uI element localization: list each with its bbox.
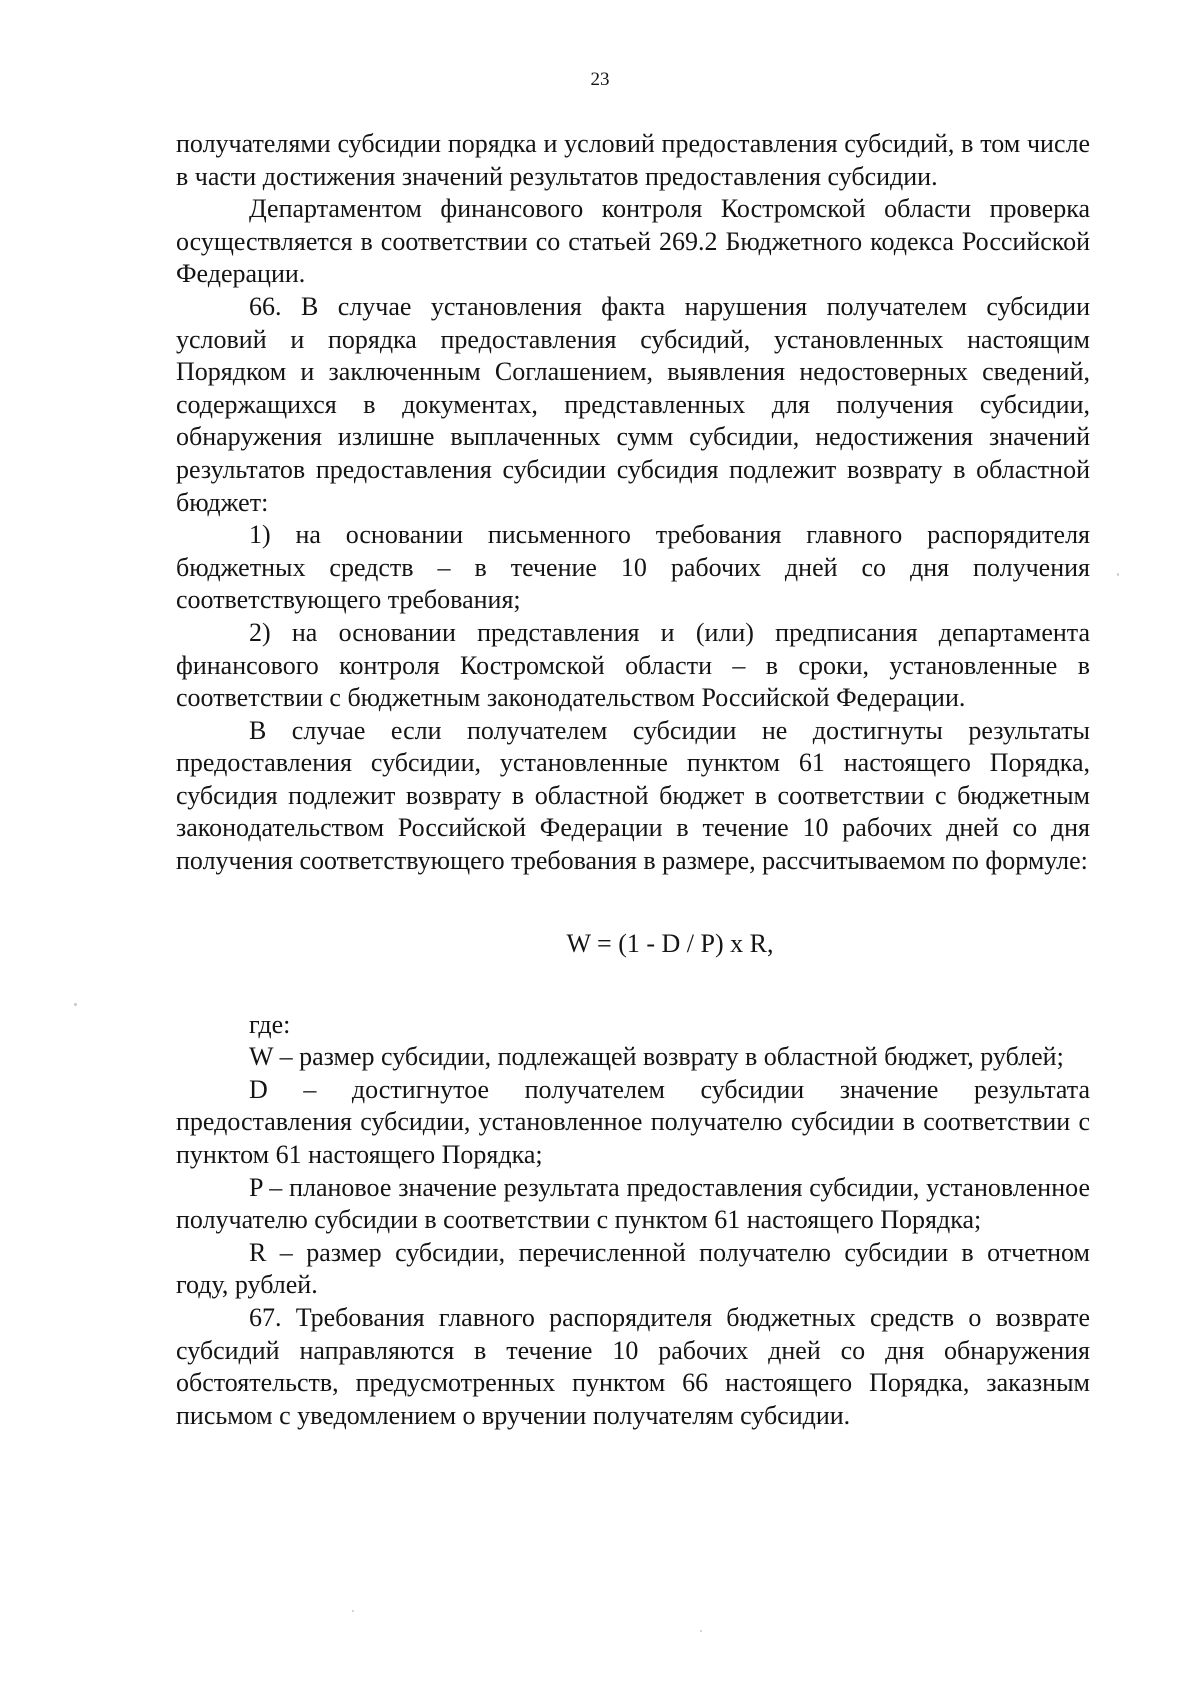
scan-speck bbox=[1117, 573, 1119, 576]
definition-d: D – достигнутое получателем субсидии значение результата предоставления субсидии, установленное получателю субсидии в соответствии с пунктом 61 настоящего Порядка; bbox=[176, 1074, 1090, 1170]
return-formula: W = (1 - D / P) x R, bbox=[566, 928, 774, 958]
definition-w: W – размер субсидии, подлежащей возврату в областной бюджет, рублей; bbox=[249, 1042, 1064, 1072]
scan-speck bbox=[700, 1630, 702, 1632]
paragraph-66-item-2: 2) на основании представления и (или) предписания департамента финансового контроля Костромской области – в сроки, установленные в соответствии с бюджетным законодательством Российской Федерации. bbox=[176, 617, 1090, 713]
paragraph-67: 67. Требования главного распорядителя бюджетных средств о возврате субсидий направляются в течение 10 рабочих дней со дня обнаружения обстоятельств, предусмотренных пунктом 66 настоящего Порядка, заказным письмом с уведомлением о вручении получателям субсидии. bbox=[176, 1303, 1090, 1430]
scan-speck bbox=[74, 1003, 77, 1006]
page-number: 23 bbox=[590, 69, 610, 90]
document-body bbox=[176, 128, 1090, 1432]
where-label: где: bbox=[249, 1009, 291, 1039]
paragraph-continuation: получателями субсидии порядка и условий предоставления субсидий, в том числе в части достижения значений результатов предоставления субсидии. bbox=[176, 129, 1090, 191]
paragraph-66-item-1: 1) на основании письменного требования главного распорядителя бюджетных средств – в течение 10 рабочих дней со дня получения соответствующего требования; bbox=[176, 520, 1090, 615]
definition-r: R – размер субсидии, перечисленной получателю субсидии в отчетном году, рублей. bbox=[176, 1237, 1090, 1300]
scan-speck bbox=[352, 1610, 354, 1612]
paragraph-results-return: В случае если получателем субсидии не достигнуты результаты предоставления субсидии, установленные пунктом 61 настоящего Порядка, субсидия подлежит возврату в областной бюджет в соответствии с бюджетным законодательством Российской Федерации в течение 10 рабочих дней со дня получения соответствующего требования в размере, рассчитываемом по формуле: bbox=[176, 715, 1090, 876]
paragraph-66: 66. В случае установления факта нарушения получателем субсидии условий и порядка предоставления субсидий, установленных настоящим Порядком и заключенным Соглашением, выявления недостоверных сведений, содержащихся в документах, представленных для получения субсидии, обнаружения излишне выплаченных сумм субсидии, недостижения значений результатов предоставления субсидии субсидия подлежит возврату в областной бюджет: bbox=[176, 291, 1090, 517]
definition-p: P – плановое значение результата предоставления субсидии, установленное получателю субсидии в соответствии с пунктом 61 настоящего Порядка; bbox=[176, 1172, 1090, 1235]
paragraph-inspection: Департаментом финансового контроля Костромской области проверка осуществляется в соответствии со статьей 269.2 Бюджетного кодекса Российской Федерации. bbox=[176, 194, 1090, 289]
